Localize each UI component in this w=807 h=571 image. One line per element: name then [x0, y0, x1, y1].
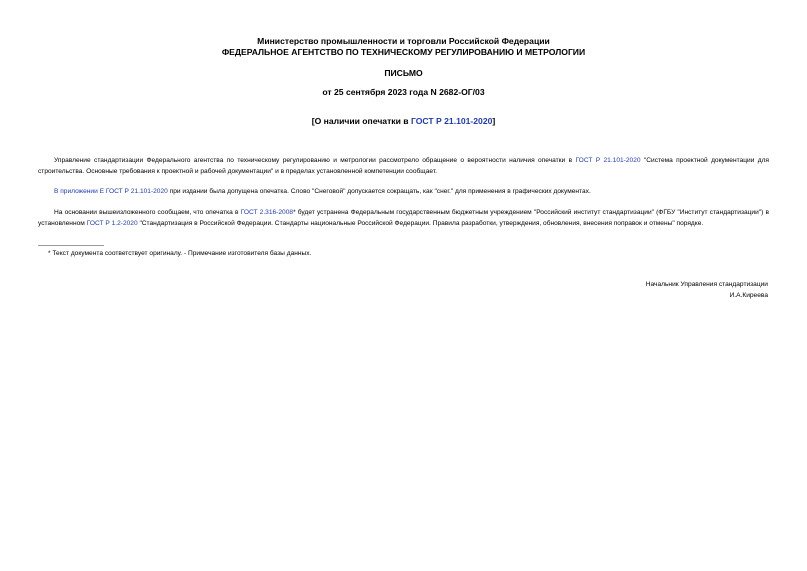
signature-name: И.А.Киреева: [729, 292, 768, 299]
paragraph-3-text-a: На основании вышеизложенного сообщаем, что опечатка в: [54, 209, 241, 216]
document-type: ПИСЬМО: [384, 68, 423, 78]
subject-suffix: ]: [492, 116, 496, 126]
paragraph-3-text-c: "Стандартизация в Российской Федерации. Стандарты национальные Российской Федерации. Правила разработки, утверждения, обновления, внесения поправок и отмены" порядке.: [137, 220, 704, 227]
subject-prefix: [О наличии опечатки в: [311, 116, 411, 126]
document-date-number: от 25 сентября 2023 года N 2682-ОГ/03: [322, 87, 485, 97]
paragraph-2-text: при издании была допущена опечатка. Слово "Снеговой" допускается сокращать, как "снег." для применения в графических документах.: [167, 188, 591, 195]
paragraph-1-text-b: "Система проектной документации для строительства. Основные требования к проектной и рабочей документации" и в пределах установленной компетенции сообщает.: [38, 157, 770, 175]
gost-r-1-2-link[interactable]: ГОСТ Р 1.2-2020: [86, 220, 138, 227]
document-subject: [0, 116, 807, 127]
footnote: * Текст документа соответствует оригиналу. - Примечание изготовителя базы данных.: [48, 250, 312, 257]
agency-title: ФЕДЕРАЛЬНОЕ АГЕНТСТВО ПО ТЕХНИЧЕСКОМУ РЕГУЛИРОВАНИЮ И МЕТРОЛОГИИ: [221, 47, 586, 57]
appendix-e-link[interactable]: В приложении Е ГОСТ Р 21.101-2020: [54, 188, 168, 195]
paragraph-2: [38, 186, 769, 197]
paragraph-1-text-a: Управление стандартизации Федерального агентства по техническому регулированию и метрологии рассмотрело обращение о вероятности наличия опечатки в: [54, 157, 576, 164]
signature-position: Начальник Управления стандартизации: [645, 281, 768, 288]
paragraph-3: [38, 207, 769, 229]
footnote-divider: [38, 245, 104, 246]
paragraph-3-text-b: * будет устранена Федеральным государственным бюджетным учреждением "Российский институт стандартизации" (ФГБУ "Институт стандартизации") в установленном: [38, 209, 769, 227]
gost-21-101-link[interactable]: ГОСТ Р 21.101-2020: [575, 157, 641, 164]
ministry-title: Министерство промышленности и торговли Российской Федерации: [257, 36, 550, 46]
gost-2-316-link[interactable]: ГОСТ 2.316-2008: [240, 209, 294, 216]
subject-gost-link[interactable]: ГОСТ Р 21.101-2020: [410, 116, 493, 126]
paragraph-1: [38, 155, 769, 177]
